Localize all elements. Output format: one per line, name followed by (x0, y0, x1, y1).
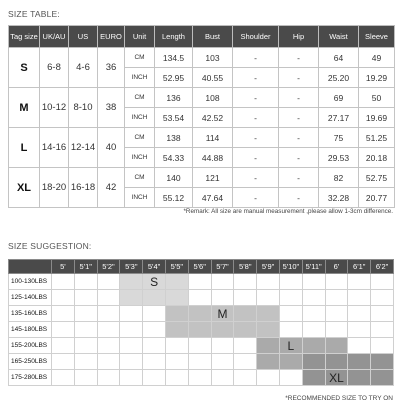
size-table (8, 25, 395, 208)
zone-cell-xl (371, 354, 394, 370)
grid-cell (325, 322, 348, 338)
weight-row (9, 274, 394, 290)
grid-cell (188, 338, 211, 354)
waist-value: 29.53 (319, 148, 359, 168)
length-value: 53.54 (155, 108, 193, 128)
shoulder-value: - (233, 188, 279, 208)
weight-row (9, 370, 394, 386)
grid-cell (348, 306, 371, 322)
shoulder-value: - (233, 108, 279, 128)
weight-label: 125-140LBS (9, 290, 52, 306)
height-label: 5'6" (188, 260, 211, 274)
waist-value: 27.17 (319, 108, 359, 128)
header-length: Length (155, 26, 193, 48)
height-label: 5'9" (257, 260, 280, 274)
grid-cell (188, 370, 211, 386)
grid-cell (74, 338, 97, 354)
bust-value: 103 (193, 48, 233, 68)
zone-cell-m (211, 322, 234, 338)
header-euro: EURO (98, 26, 125, 48)
shoulder-value: - (233, 68, 279, 88)
height-label: 5'11" (302, 260, 325, 274)
weight-row (9, 354, 394, 370)
unit-cell: INCH (125, 148, 155, 168)
zone-cell-xl (302, 370, 325, 386)
zone-cell-m (165, 322, 188, 338)
recommend-note: *RECOMMENDED SIZE TO TRY ON (285, 395, 393, 402)
grid-cell (302, 322, 325, 338)
size-suggestion-title: SIZE SUGGESTION: (8, 241, 92, 251)
height-label: 5'4" (143, 260, 166, 274)
hip-value: - (279, 148, 319, 168)
shoulder-value: - (233, 128, 279, 148)
length-value: 55.12 (155, 188, 193, 208)
grid-corner (9, 260, 52, 274)
zone-cell-xl (371, 370, 394, 386)
grid-cell (120, 306, 143, 322)
height-label: 5'5" (165, 260, 188, 274)
bust-value: 44.88 (193, 148, 233, 168)
zone-cell-s (120, 290, 143, 306)
grid-cell (143, 338, 166, 354)
weight-row (9, 306, 394, 322)
header-uk-au: UK/AU (40, 26, 69, 48)
grid-cell (211, 274, 234, 290)
grid-cell (371, 306, 394, 322)
waist-value: 25.20 (319, 68, 359, 88)
size-zone-label-s: S (150, 274, 159, 289)
unit-cell: CM (125, 88, 155, 108)
size-remark: *Remark: All size are manual measurement ,please allow 1-3cm difference. (183, 208, 393, 215)
zone-cell-m (165, 306, 188, 322)
weight-rows (9, 274, 394, 386)
grid-cell (234, 290, 257, 306)
weight-row (9, 290, 394, 306)
grid-cell (279, 290, 302, 306)
zone-cell-l (279, 338, 302, 354)
zone-cell-l (325, 338, 348, 354)
bust-value: 108 (193, 88, 233, 108)
sleeve-value: 50 (359, 88, 395, 108)
grid-cell (52, 290, 75, 306)
uk-au-value: 18-20 (40, 168, 69, 208)
euro-value: 38 (98, 88, 125, 128)
unit-cell: INCH (125, 188, 155, 208)
grid-cell (97, 322, 120, 338)
header-hip: Hip (279, 26, 319, 48)
grid-cell (52, 306, 75, 322)
zone-cell-m (188, 306, 211, 322)
size-table-title: SIZE TABLE: (8, 9, 60, 19)
euro-value: 40 (98, 128, 125, 168)
zone-cell-xl (325, 370, 348, 386)
grid-cell (211, 338, 234, 354)
grid-cell (302, 274, 325, 290)
grid-cell (302, 290, 325, 306)
hip-value: - (279, 88, 319, 108)
height-label: 6' (325, 260, 348, 274)
sleeve-value: 20.18 (359, 148, 395, 168)
unit-cell: INCH (125, 68, 155, 88)
sleeve-value: 19.29 (359, 68, 395, 88)
weight-label: 145-180LBS (9, 322, 52, 338)
us-value: 8-10 (69, 88, 98, 128)
grid-cell (52, 354, 75, 370)
weight-row (9, 338, 394, 354)
grid-cell (211, 354, 234, 370)
height-label: 5'1" (74, 260, 97, 274)
hip-value: - (279, 168, 319, 188)
header-unit: Unit (125, 26, 155, 48)
grid-cell (120, 322, 143, 338)
unit-cell: CM (125, 168, 155, 188)
waist-value: 69 (319, 88, 359, 108)
waist-value: 32.28 (319, 188, 359, 208)
grid-cell (279, 370, 302, 386)
zone-cell-l (279, 354, 302, 370)
grid-cell (97, 290, 120, 306)
shoulder-value: - (233, 88, 279, 108)
zone-cell-s (165, 290, 188, 306)
grid-cell (74, 322, 97, 338)
size-row-s-cm (9, 48, 395, 68)
grid-cell (188, 290, 211, 306)
grid-cell (97, 370, 120, 386)
us-value: 4-6 (69, 48, 98, 88)
grid-cell (97, 306, 120, 322)
height-label: 5'3" (120, 260, 143, 274)
size-tag: M (9, 88, 40, 128)
height-label: 5' (52, 260, 75, 274)
bust-value: 42.52 (193, 108, 233, 128)
zone-cell-l (302, 338, 325, 354)
height-label: 5'8" (234, 260, 257, 274)
hip-value: - (279, 188, 319, 208)
length-value: 134.5 (155, 48, 193, 68)
grid-cell (325, 306, 348, 322)
uk-au-value: 10-12 (40, 88, 69, 128)
zone-cell-m (234, 322, 257, 338)
waist-value: 82 (319, 168, 359, 188)
weight-label: 175-280LBS (9, 370, 52, 386)
zone-cell-s (143, 290, 166, 306)
shoulder-value: - (233, 148, 279, 168)
grid-cell (143, 354, 166, 370)
header-us: US (69, 26, 98, 48)
bust-value: 40.55 (193, 68, 233, 88)
header-shoulder: Shoulder (233, 26, 279, 48)
grid-cell (348, 322, 371, 338)
grid-cell (74, 290, 97, 306)
grid-cell (234, 274, 257, 290)
grid-cell (52, 274, 75, 290)
header-sleeve: Sleeve (359, 26, 395, 48)
grid-cell (348, 290, 371, 306)
unit-cell: CM (125, 128, 155, 148)
sleeve-value: 19.69 (359, 108, 395, 128)
header-waist: Waist (319, 26, 359, 48)
height-label: 6'1" (348, 260, 371, 274)
length-value: 140 (155, 168, 193, 188)
grid-cell (211, 290, 234, 306)
grid-cell (302, 306, 325, 322)
zone-cell-m (257, 306, 280, 322)
size-tag: S (9, 48, 40, 88)
height-label: 5'10" (279, 260, 302, 274)
grid-cell (165, 338, 188, 354)
shoulder-value: - (233, 168, 279, 188)
weight-label: 155-200LBS (9, 338, 52, 354)
hip-value: - (279, 68, 319, 88)
grid-cell (279, 306, 302, 322)
euro-value: 36 (98, 48, 125, 88)
grid-cell (211, 370, 234, 386)
grid-cell (143, 370, 166, 386)
grid-cell (348, 274, 371, 290)
grid-cell (279, 322, 302, 338)
unit-cell: INCH (125, 108, 155, 128)
grid-cell (234, 370, 257, 386)
header-tag-size: Tag size (9, 26, 40, 48)
zone-cell-m (234, 306, 257, 322)
height-header-row (9, 260, 394, 274)
size-row-xl-cm (9, 168, 395, 188)
hip-value: - (279, 108, 319, 128)
zone-cell-xl (302, 354, 325, 370)
grid-cell (74, 274, 97, 290)
weight-row (9, 322, 394, 338)
grid-cell (348, 338, 371, 354)
grid-cell (371, 338, 394, 354)
length-value: 136 (155, 88, 193, 108)
zone-cell-s (120, 274, 143, 290)
grid-cell (188, 274, 211, 290)
shoulder-value: - (233, 48, 279, 68)
grid-cell (143, 306, 166, 322)
us-value: 12-14 (69, 128, 98, 168)
grid-cell (52, 338, 75, 354)
header-bust: Bust (193, 26, 233, 48)
hip-value: - (279, 48, 319, 68)
zone-cell-m (188, 322, 211, 338)
grid-cell (257, 370, 280, 386)
grid-cell (74, 354, 97, 370)
zone-cell-l (257, 338, 280, 354)
size-tag: L (9, 128, 40, 168)
weight-label: 165-250LBS (9, 354, 52, 370)
size-row-m-cm (9, 88, 395, 108)
grid-cell (371, 274, 394, 290)
grid-cell (97, 274, 120, 290)
grid-cell (257, 274, 280, 290)
grid-cell (165, 354, 188, 370)
weight-label: 135-160LBS (9, 306, 52, 322)
size-table-header (9, 26, 395, 48)
size-zone-label-xl: XL (329, 370, 344, 385)
grid-cell (234, 354, 257, 370)
grid-cell (52, 370, 75, 386)
zone-cell-m (257, 322, 280, 338)
grid-cell (257, 290, 280, 306)
bust-value: 47.64 (193, 188, 233, 208)
size-suggestion-grid (8, 259, 394, 386)
grid-cell (371, 290, 394, 306)
sleeve-value: 49 (359, 48, 395, 68)
sleeve-value: 20.77 (359, 188, 395, 208)
grid-cell (188, 354, 211, 370)
grid-cell (74, 306, 97, 322)
size-row-l-cm (9, 128, 395, 148)
height-label: 5'2" (97, 260, 120, 274)
size-zone-label-l: L (287, 338, 295, 353)
waist-value: 64 (319, 48, 359, 68)
uk-au-value: 14-16 (40, 128, 69, 168)
hip-value: - (279, 128, 319, 148)
zone-cell-xl (348, 370, 371, 386)
grid-cell (279, 274, 302, 290)
uk-au-value: 6-8 (40, 48, 69, 88)
grid-cell (325, 274, 348, 290)
bust-value: 121 (193, 168, 233, 188)
zone-cell-s (165, 274, 188, 290)
size-table-body (9, 48, 395, 208)
grid-cell (120, 338, 143, 354)
grid-cell (97, 338, 120, 354)
sleeve-value: 51.25 (359, 128, 395, 148)
us-value: 16-18 (69, 168, 98, 208)
zone-cell-xl (348, 354, 371, 370)
grid-cell (74, 370, 97, 386)
height-label: 6'2" (371, 260, 394, 274)
length-value: 138 (155, 128, 193, 148)
grid-cell (120, 370, 143, 386)
grid-cell (165, 370, 188, 386)
zone-cell-l (257, 354, 280, 370)
length-value: 54.33 (155, 148, 193, 168)
bust-value: 114 (193, 128, 233, 148)
sleeve-value: 52.75 (359, 168, 395, 188)
grid-cell (97, 354, 120, 370)
waist-value: 75 (319, 128, 359, 148)
grid-cell (120, 354, 143, 370)
length-value: 52.95 (155, 68, 193, 88)
zone-cell-m (211, 306, 234, 322)
size-zone-label-m: M (217, 306, 228, 321)
grid-cell (371, 322, 394, 338)
unit-cell: CM (125, 48, 155, 68)
height-label: 5'7" (211, 260, 234, 274)
grid-cell (52, 322, 75, 338)
grid-cell (325, 290, 348, 306)
grid-cell (234, 338, 257, 354)
size-tag: XL (9, 168, 40, 208)
zone-cell-xl (325, 354, 348, 370)
zone-cell-s (143, 274, 166, 290)
weight-label: 100-130LBS (9, 274, 52, 290)
grid-cell (143, 322, 166, 338)
euro-value: 42 (98, 168, 125, 208)
